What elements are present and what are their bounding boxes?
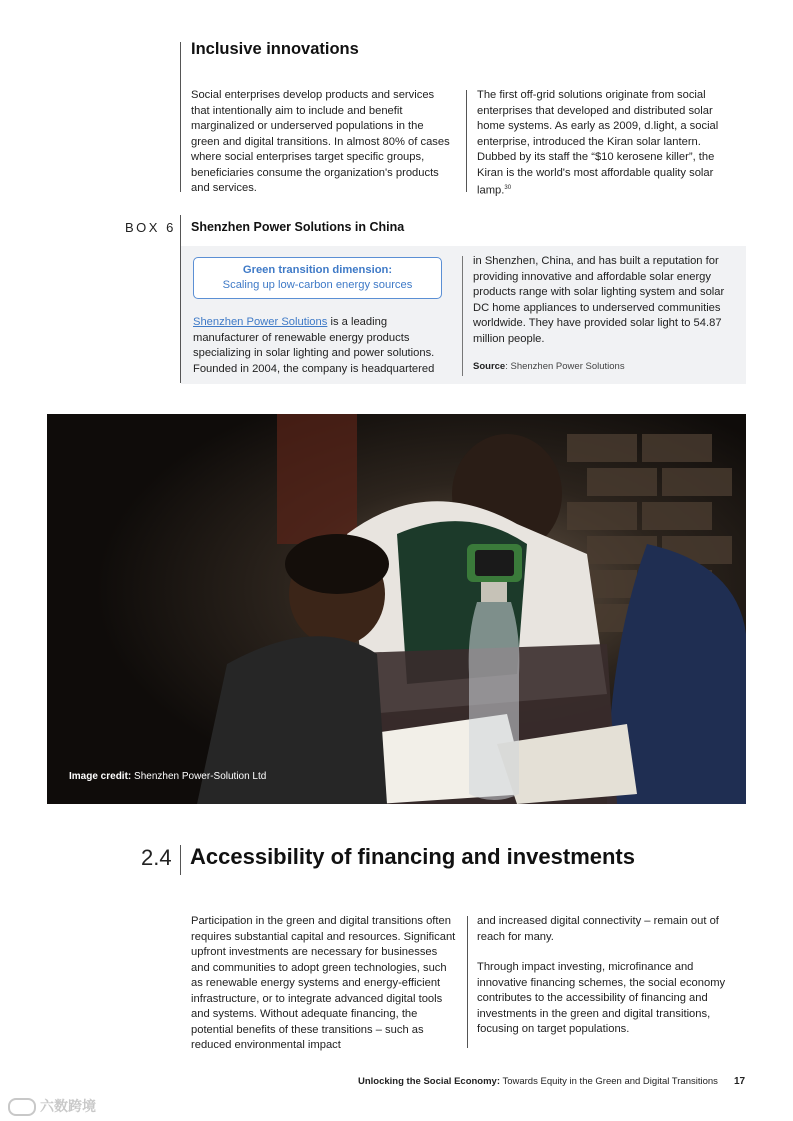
section-number: 2.4 bbox=[141, 845, 172, 870]
financing-right-column bbox=[477, 914, 739, 1038]
watermark-logo-icon bbox=[8, 1098, 36, 1116]
column-divider bbox=[467, 916, 468, 1048]
company-link[interactable]: Shenzhen Power Solutions bbox=[193, 316, 328, 328]
box-title: Shenzhen Power Solutions in China bbox=[191, 220, 405, 234]
paragraph-text: The first off-grid solutions originate from social enterprises that developed and distributed solar home systems. As early as 2009, d.light, a social enterprise, introduced the Kiran solar lantern. Dubbed by its staff the “$10 kerosene killer”, the Kiran is the world's most affordable quality solar lamp. bbox=[477, 89, 719, 197]
box-label: BOX 6 bbox=[125, 220, 176, 235]
source-note bbox=[473, 361, 625, 372]
door bbox=[277, 414, 357, 544]
footnote-ref[interactable]: 30 bbox=[504, 185, 512, 191]
paragraph-text: is a leading manufacturer of renewable energy products specializing in solar lighting and power solutions. Founded in 2004, the company is headquartered bbox=[193, 316, 435, 375]
image-credit bbox=[69, 771, 266, 782]
page-number: 17 bbox=[734, 1076, 746, 1087]
child-hair bbox=[285, 534, 389, 594]
financing-left-column bbox=[191, 914, 457, 1054]
water-bottle bbox=[469, 602, 520, 800]
dimension-callout bbox=[193, 257, 442, 299]
column-divider bbox=[466, 90, 467, 192]
paragraph bbox=[193, 315, 455, 377]
credit-label: Image credit: bbox=[69, 771, 132, 782]
paragraph: and increased digital connectivity – remain out of reach for many. bbox=[477, 915, 719, 943]
paragraph: in Shenzhen, China, and has built a reputation for providing innovative and affordable solar energy products range with solar lighting system and solar DC home appliances to underserved communities worldwide. They have provided solar light to 54.87 million people. bbox=[473, 255, 725, 345]
footer-title-rest: Towards Equity in the Green and Digital Transitions bbox=[500, 1076, 718, 1087]
box-right-column bbox=[473, 254, 739, 347]
source-label: Source bbox=[473, 361, 506, 372]
dimension-title: Green transition dimension: bbox=[242, 264, 393, 276]
section-rule bbox=[180, 42, 181, 192]
watermark-text: 六数跨境 bbox=[40, 1098, 96, 1114]
section-rule bbox=[180, 845, 181, 875]
section-heading: Accessibility of financing and investments bbox=[190, 844, 635, 869]
watermark bbox=[8, 1096, 96, 1116]
paragraph bbox=[477, 88, 741, 199]
paragraph: Social enterprises develop products and services that intentionally aim to include and benefit marginalized or underserved populations in the green and digital transitions. In almost 80% of cases where social enterprises target specific groups, beneficiaries consume the organization's products and services. bbox=[191, 89, 450, 194]
inclusive-right-column bbox=[477, 88, 741, 199]
source-text: : Shenzhen Power Solutions bbox=[505, 361, 625, 372]
photo bbox=[47, 414, 746, 804]
column-divider bbox=[462, 256, 463, 376]
credit-text: Shenzhen Power-Solution Ltd bbox=[131, 771, 267, 782]
dimension-subtitle: Scaling up low-carbon energy sources bbox=[222, 279, 413, 291]
inclusive-left-column bbox=[191, 88, 453, 197]
photo-illustration bbox=[47, 414, 746, 804]
section-title: Inclusive innovations bbox=[191, 40, 359, 58]
box-left-column bbox=[193, 315, 455, 377]
solar-panel bbox=[475, 550, 514, 576]
paragraph: Through impact investing, microfinance and innovative financing schemes, the social economy contributes to the accessibility of financing and investments in the green and digital transitions, focusing on target populations. bbox=[477, 961, 726, 1035]
bottle-cap bbox=[481, 582, 507, 602]
paragraph: Participation in the green and digital transitions often requires substantial capital and resources. Significant upfront investments are necessary for businesses and communities to adopt green technologies, such as renewable energy systems and energy-efficient infrastructure, or to integrate advanced digital tools and systems. Without adequate financing, the potential benefits of these transitions – such as reduced environmental impact bbox=[191, 915, 456, 1051]
footer-title-bold: Unlocking the Social Economy: bbox=[358, 1076, 500, 1087]
footer-title bbox=[358, 1076, 718, 1087]
